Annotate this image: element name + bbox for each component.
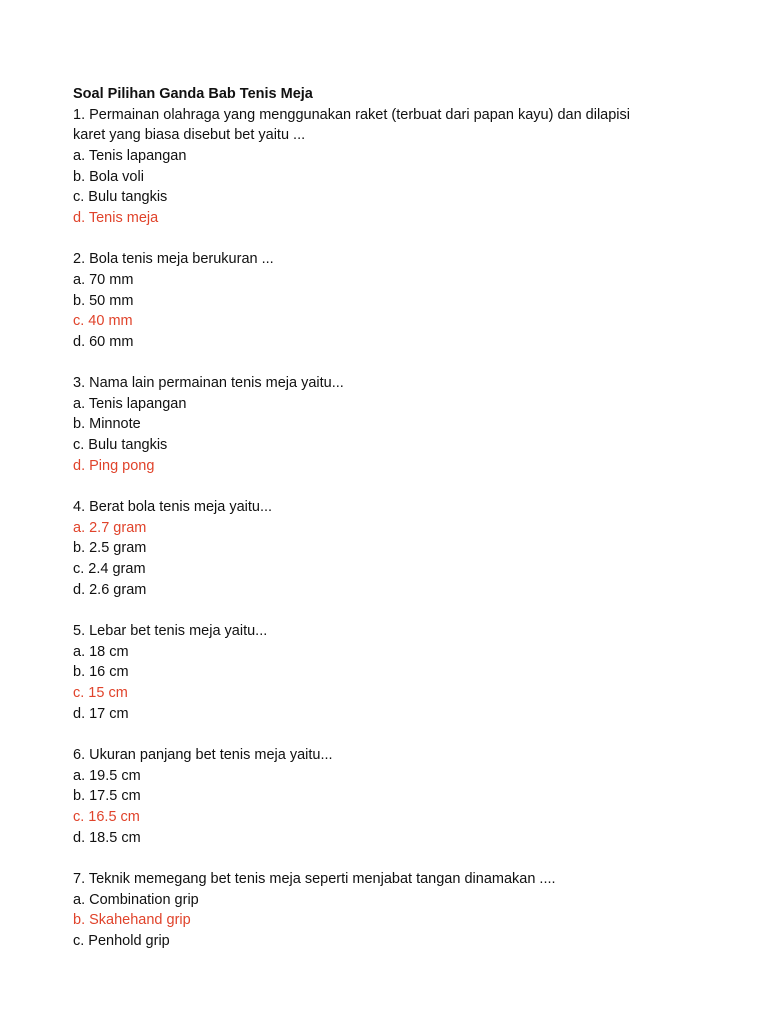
question-1 (73, 105, 713, 229)
answer-option: d. 17 cm (73, 705, 129, 722)
question-text: 7. Teknik memegang bet tenis meja seperti menjabat tangan dinamakan .... (73, 870, 556, 887)
answer-option: a. 18 cm (73, 643, 129, 660)
answer-option: a. Tenis lapangan (73, 395, 187, 412)
question-7 (73, 869, 713, 952)
correct-answer-option: c. 16.5 cm (73, 808, 140, 825)
answer-option: b. Minnote (73, 416, 141, 433)
answer-option: c. 2.4 gram (73, 561, 146, 578)
correct-answer-option: d. Ping pong (73, 457, 155, 474)
question-text: 2. Bola tenis meja berukuran ... (73, 251, 274, 268)
answer-option: d. 18.5 cm (73, 829, 141, 846)
question-text: 3. Nama lain permainan tenis meja yaitu... (73, 375, 344, 392)
answer-option: b. 50 mm (73, 292, 134, 309)
correct-answer-option: a. 2.7 gram (73, 519, 147, 536)
question-text: 4. Berat bola tenis meja yaitu... (73, 499, 273, 516)
correct-answer-option: b. Skahehand grip (73, 912, 191, 929)
question-text: 6. Ukuran panjang bet tenis meja yaitu... (73, 746, 333, 763)
answer-option: b. 2.5 gram (73, 540, 147, 557)
question-6 (73, 745, 713, 848)
answer-option: c. Bulu tangkis (73, 437, 168, 454)
correct-answer-option: c. 40 mm (73, 313, 133, 330)
correct-answer-option: c. 15 cm (73, 684, 128, 701)
answer-option: b. Bola voli (73, 168, 144, 185)
question-5 (73, 621, 713, 724)
question-4 (73, 497, 713, 600)
document-title: Soal Pilihan Ganda Bab Tenis Meja (73, 86, 313, 102)
question-2 (73, 249, 713, 352)
answer-option: c. Penhold grip (73, 932, 170, 949)
answer-option: b. 17.5 cm (73, 788, 141, 805)
answer-option: b. 16 cm (73, 664, 129, 681)
question-text: karet yang biasa disebut bet yaitu ... (73, 127, 306, 144)
answer-option: c. Bulu tangkis (73, 189, 168, 206)
question-3 (73, 373, 713, 476)
question-text: 1. Permainan olahraga yang menggunakan raket (terbuat dari papan kayu) dan dilapisi (73, 106, 630, 123)
question-text: 5. Lebar bet tenis meja yaitu... (73, 623, 268, 639)
answer-option: a. 19.5 cm (73, 767, 141, 784)
answer-option: d. 60 mm (73, 333, 134, 350)
answer-option: a. Tenis lapangan (73, 147, 187, 164)
correct-answer-option: d. Tenis meja (73, 209, 159, 226)
answer-option: a. 70 mm (73, 271, 134, 288)
question-list (73, 105, 713, 952)
answer-option: d. 2.6 gram (73, 581, 147, 598)
answer-option: a. Combination grip (73, 891, 199, 908)
document-page (73, 84, 713, 951)
